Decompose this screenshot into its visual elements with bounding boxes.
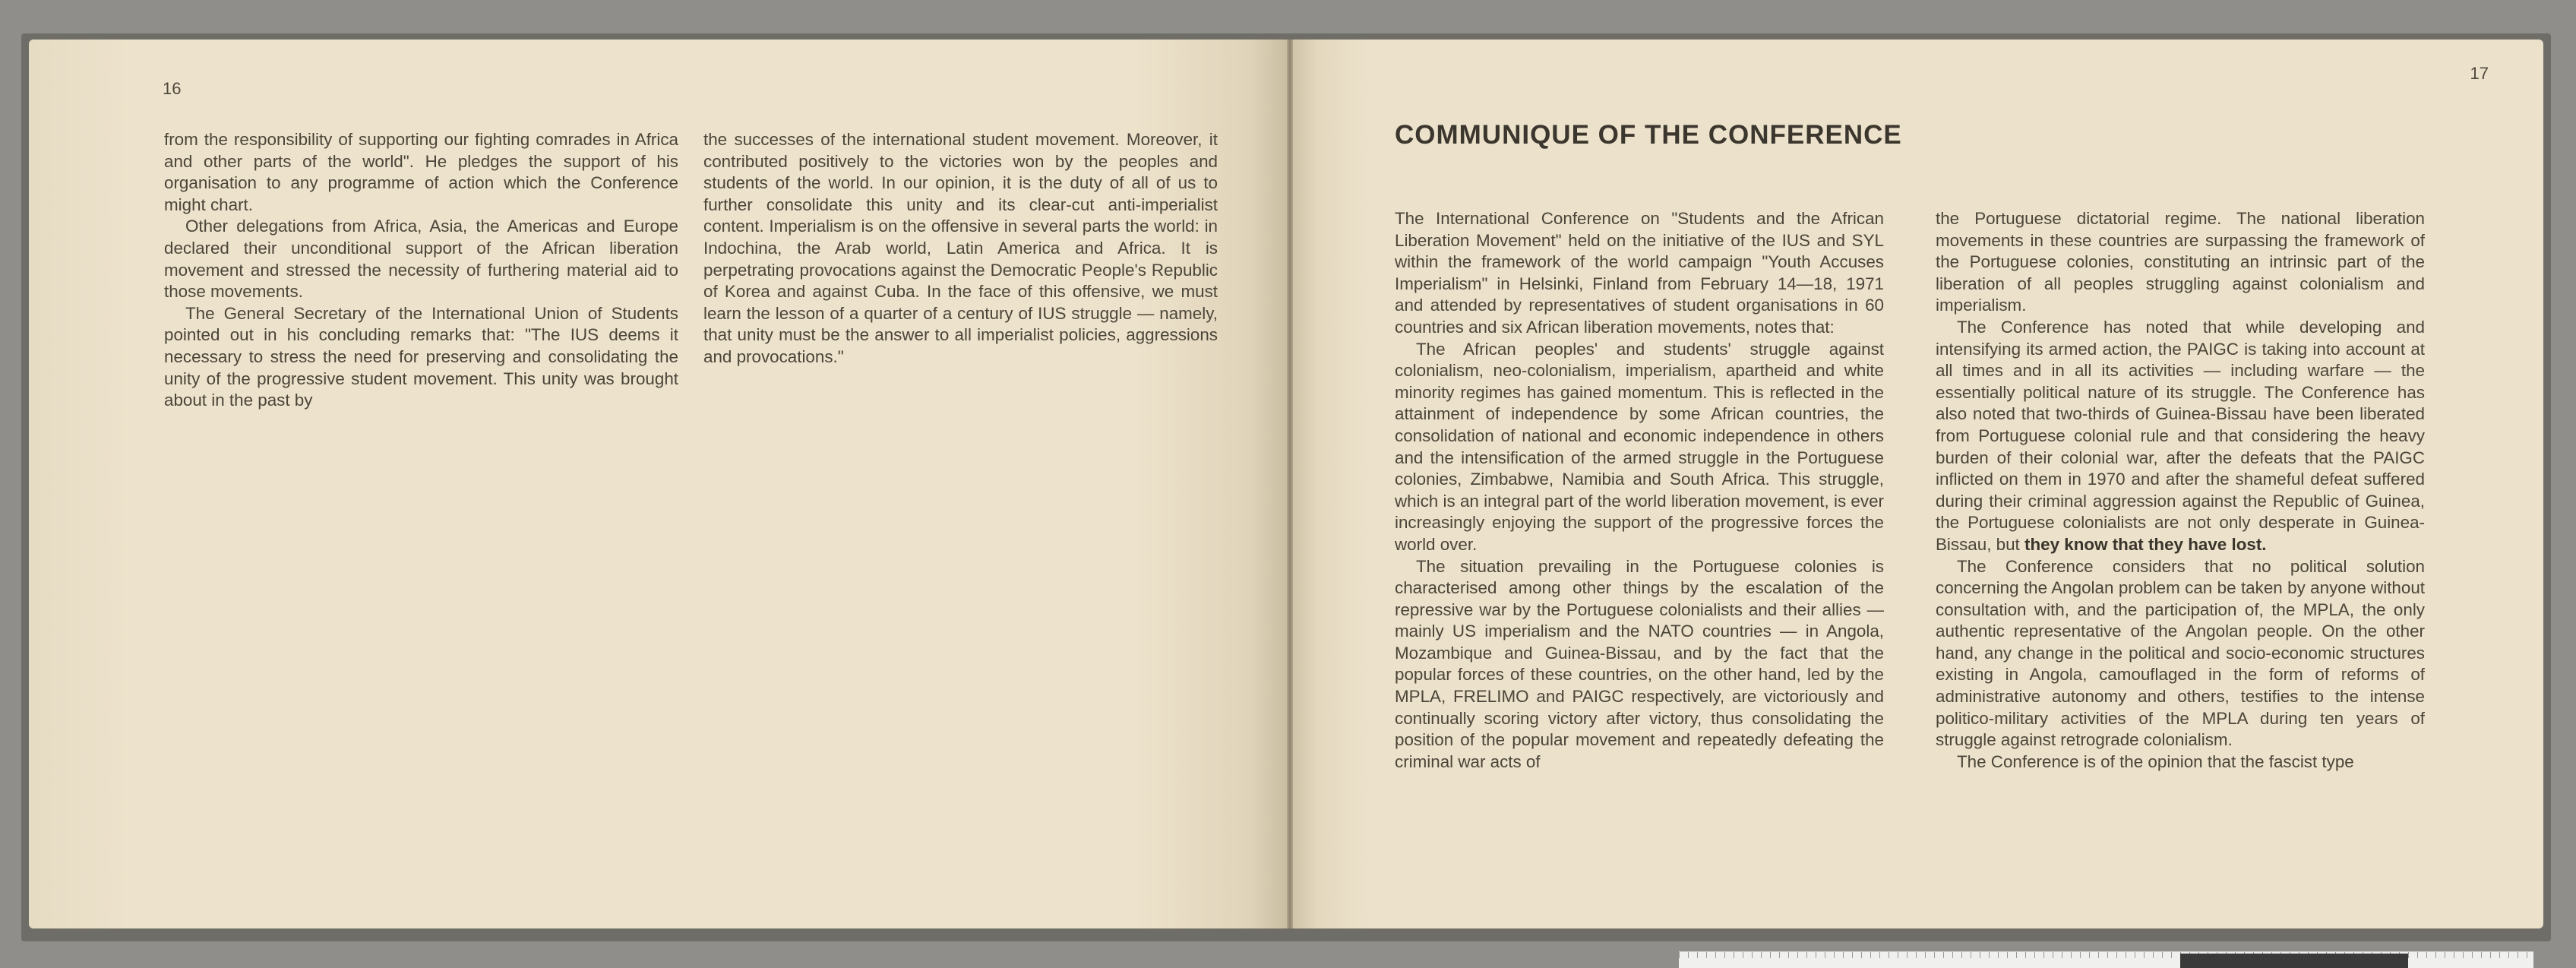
paragraph: the Portuguese dictatorial regime. The national liberation movements in these countries are surpassing the framework of the Portuguese colonies, constituting an intrinsic part of the liberation of all peoples struggling against colonialism and imperialism. (1936, 209, 2425, 315)
right-page-column-2 (1936, 208, 2425, 773)
book-gutter (1287, 40, 1293, 928)
page-title: COMMUNIQUE OF THE CONFERENCE (1395, 120, 1902, 150)
left-page-column-1 (164, 129, 678, 412)
paragraph: The Conference is of the opinion that the fascist type (1957, 751, 2354, 771)
left-page-column-2 (703, 129, 1218, 369)
page-number-left: 16 (163, 79, 182, 98)
paragraph: from the responsibility of supporting our fighting comrades in Africa and other parts of the world". He pledges the support of his organisation to any programme of action which the Conference might chart. (164, 130, 678, 214)
paragraph: the successes of the international student movement. Moreover, it contributed positively to the victories won by the peoples and students of the world. In our opinion, it is the duty of all of us to further consolidate this unity and its clear-cut anti-imperialist content. Imperialism is on the offensive in several parts the world: in Indochina, the Arab world, Latin America and Africa. It is perpetrating provocations against the Democratic People's Republic of Korea and against Cuba. In the face of this offensive, we must learn the lesson of a quarter of a century of IUS struggle — namely, that unity must be the answer to all imperialist policies, aggressions and provocations." (703, 130, 1218, 366)
left-page (29, 40, 1287, 928)
paragraph: The African peoples' and students' struggle against colonialism, neo-colonialism, imperialism, apartheid and white minority regimes has gained momentum. This is reflected in the attainment of independence by some African countries, the consolidation of national and economic independence in others and the intensification of the armed struggle in the Portuguese colonies, Zimbabwe, Namibia and South Africa. This struggle, which is an integral part of the world liberation movement, is ever increasingly enjoying the support of the progressive forces the world over. (1395, 339, 1884, 554)
paragraph-text: The Conference has noted that while developing and intensifying its armed action, the PAIGC is taking into account at all times and in all its activities — including warfare — the essentially political nature of its struggle. The Conference has also noted that two-thirds of Guinea-Bissau have been liberated from Portuguese colonial rule and that considering the heavy burden of their colonial war, after the defeats that the PAIGC inflicted on them in 1970 and after the shameful defeat suffered during their criminal aggression against the Republic of Guinea, the Portuguese colonialists are not only desperate in Guinea-Bissau, but (1936, 317, 2425, 554)
paragraph: The International Conference on "Students and the African Liberation Movement" held on the initiative of the IUS and SYL within the framework of the world campaign "Youth Accuses Imperialism" in Helsinki, Finland from February 14—18, 1971 and attended by representatives of student organisations in 60 countries and six African liberation movements, notes that: (1395, 209, 1884, 337)
scale-ruler (1679, 951, 2533, 968)
paragraph: The Conference considers that no political solution concerning the Angolan problem can be taken by anyone without consultation with, and the participation of, the MPLA, the only authentic representative of the Angolan people. On the other hand, any change in the political and socio-economic structures existing in Angola, camouflaged in the form of reforms of administrative autonomy and others, testifies to the intense politico-military activities of the MPLA during ten years of struggle against retrograde colonialism. (1936, 556, 2425, 750)
right-page-column-1 (1395, 208, 1884, 773)
paragraph: The General Secretary of the International Union of Students pointed out in his concluding remarks that: "The IUS deems it necessary to stress the need for preserving and consolidating the unity of the progressive student movement. This unity was brought about in the past by (164, 303, 678, 410)
paragraph: The situation prevailing in the Portuguese colonies is characterised among other things by the escalation of the repressive war by the Portuguese colonialists and their allies — mainly US imperialism and the NATO countries — in Angola, Mozambique and Guinea-Bissau, and by the fact that the popular forces of these countries, on the other hand, led by the MPLA, FRELIMO and PAIGC respectively, are victoriously and continually scoring victory after victory, thus consolidating the position of the popular movement and repeatedly defeating the criminal war acts of (1395, 556, 1884, 771)
right-page (1293, 40, 2543, 928)
page-number-right: 17 (2470, 64, 2489, 83)
ruler-dark-segment (2180, 954, 2408, 968)
emphasis-text: they know that they have lost. (2024, 534, 2267, 554)
paragraph (1936, 317, 2425, 556)
paragraph: Other delegations from Africa, Asia, the Americas and Europe declared their unconditional support of the African liberation movement and stressed the necessity of furthering material aid to those movements. (164, 217, 678, 302)
